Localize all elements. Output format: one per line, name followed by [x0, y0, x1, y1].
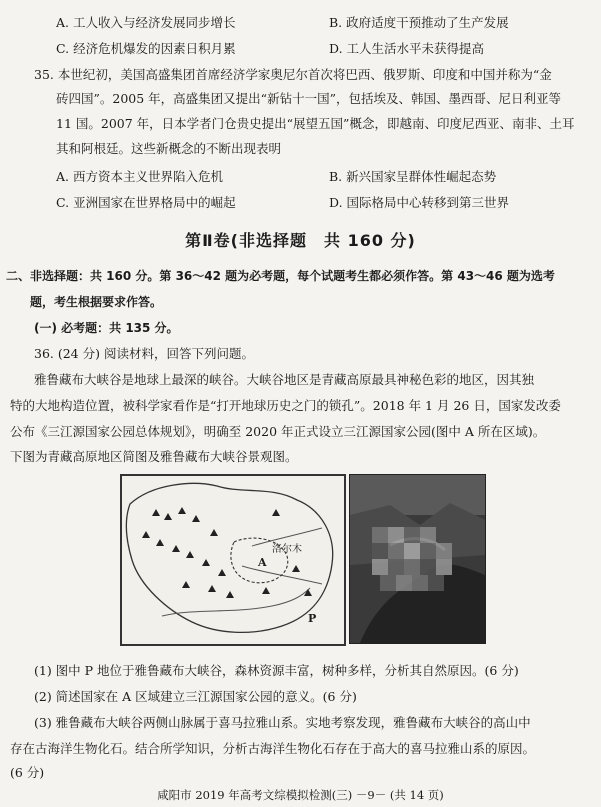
map-label-city: 洛尔木 [272, 544, 302, 555]
q35-option-c: C. 亚洲国家在世界格局中的崛起 [56, 195, 236, 210]
prev-option-d: D. 工人生活水平未获得提高 [329, 41, 485, 56]
q36-sub-1: (1) 图中 P 地位于雅鲁藏布大峡谷，森林资源丰富，树种多样，分析其自然原因。(6 分) [34, 663, 519, 678]
page-footer: 咸阳市 2019 年高考文综模拟检测(三) －9－ (共 14 页) [157, 788, 444, 802]
q35-option-a: A. 西方资本主义世界陷入危机 [56, 169, 223, 184]
required-part-heading: (一) 必考题：共 135 分。 [34, 321, 179, 335]
q36-sub-3-line-2: 存在古海洋生物化石。结合所学知识，分析古海洋生物化石存在于高大的喜马拉雅山系的原因。 [10, 741, 536, 756]
section-intro-line-1: 二、非选择题：共 160 分。第 36～42 题为必考题，每个试题考生都必须作答。第 43～46 题为选考 [6, 269, 555, 283]
q36-para-line-2: 特的大地构造位置，被科学家看作是“打开地球历史之门的锁孔”。2018 年 1 月 26 日，国家发改委 [10, 398, 561, 413]
q35-line-2: 砖四国”。2005 年，高盛集团又提出“新钻十一国”，包括埃及、韩国、墨西哥、尼日利亚等 [56, 91, 561, 106]
map-point-p: P [308, 612, 317, 625]
q36-header: 36. (24 分) 阅读材料，回答下列问题。 [34, 346, 254, 361]
canyon-photo [349, 474, 486, 644]
q35-option-d: D. 国际格局中心转移到第三世界 [329, 195, 510, 210]
canyon-photo-drawing [350, 475, 485, 643]
q36-sub-3-line-1: (3) 雅鲁藏布大峡谷两侧山脉属于喜马拉雅山系。实地考察发现，雅鲁藏布大峡谷的高山中 [34, 715, 531, 730]
q35-line-4: 其和阿根廷。这些新概念的不断出现表明 [56, 141, 282, 156]
prev-option-b: B. 政府适度干预推动了生产发展 [329, 15, 509, 30]
q35-line-3: 11 国。2007 年，日本学者门仓贵史提出“展望五国”概念，即越南、印度尼西亚、南非、土耳 [56, 116, 575, 131]
prev-option-a: A. 工人收入与经济发展同步增长 [56, 15, 236, 30]
q35-line-1: 35. 本世纪初，美国高盛集团首席经济学家奥尼尔首次将巴西、俄罗斯、印度和中国并称为“金 [34, 67, 552, 82]
q36-sub-3-line-3: (6 分) [10, 765, 45, 780]
prev-option-c: C. 经济危机爆发的因素日积月累 [56, 41, 236, 56]
q36-para-line-4: 下图为青藏高原地区简图及雅鲁藏布大峡谷景观图。 [10, 449, 298, 464]
q35-option-b: B. 新兴国家呈群体性崛起态势 [329, 169, 497, 184]
q36-para-line-1: 雅鲁藏布大峡谷是地球上最深的峡谷。大峡谷地区是青藏高原最具神秘色彩的地区，因其独 [34, 372, 535, 387]
map-point-a: A [258, 556, 267, 569]
section-title: 第Ⅱ卷(非选择题 共 160 分) [185, 231, 416, 250]
section-intro-line-2: 题，考生根据要求作答。 [30, 295, 163, 309]
qinghai-tibet-map [120, 474, 346, 646]
q36-para-line-3: 公布《三江源国家公园总体规划》，明确至 2020 年正式设立三江源国家公园(图中 A 所在区域)。 [10, 424, 546, 439]
q36-sub-2: (2) 简述国家在 A 区域建立三江源国家公园的意义。(6 分) [34, 689, 357, 704]
